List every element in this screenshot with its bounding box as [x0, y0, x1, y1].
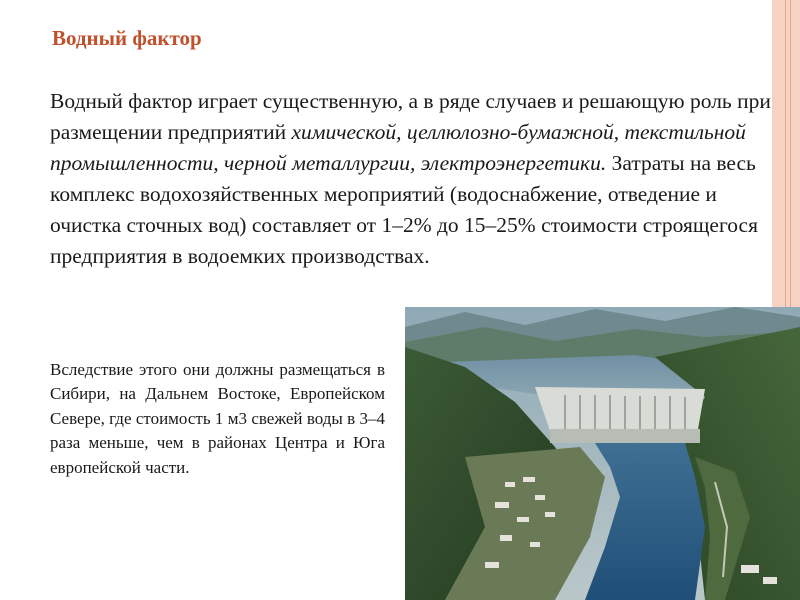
slide-title: Водный фактор — [52, 26, 202, 50]
main-paragraph-italic: химической, целлюлозно-бумажной, текстильной промышленности, черной металлургии, электроэнергетики. — [50, 120, 746, 175]
main-paragraph — [50, 86, 778, 272]
dam-photo — [405, 307, 800, 600]
main-paragraph-text-end: Затраты на весь комплекс водохозяйственных мероприятий (водоснабжение, отведение и очистка сточных вод) составляет от 1–2% до 15–25% стоимости строящегося предприятия в водоемких производствах. — [50, 151, 758, 268]
main-paragraph-text: Водный фактор играет существенную, а в ряде случаев и решающую роль при размещении предприятий — [50, 89, 771, 144]
side-paragraph: Вследствие этого они должны размещаться в Сибири, на Дальнем Востоке, Европейском Севере, где стоимость 1 м3 свежей воды в 3–4 раза меньше, чем в районах Центра и Юга европейской части. — [50, 360, 385, 477]
